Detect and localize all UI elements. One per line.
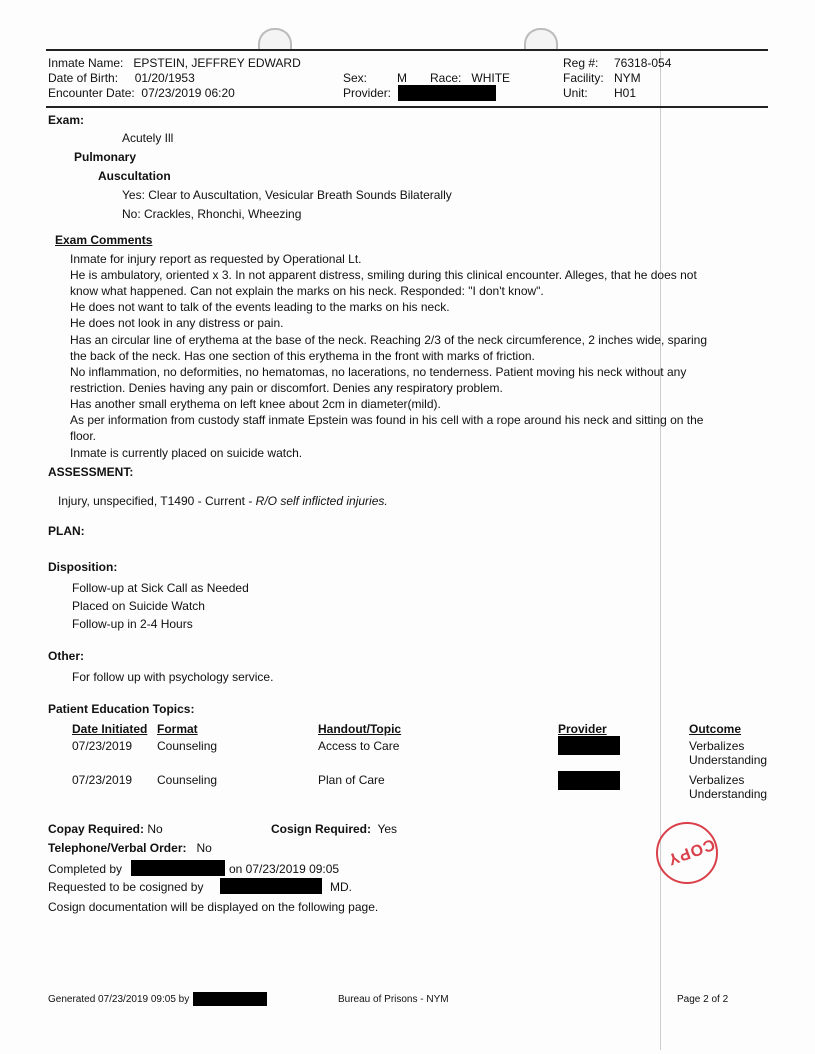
redaction-bar bbox=[558, 771, 620, 790]
exam-heading: Exam: bbox=[48, 113, 85, 127]
col-format: Format bbox=[157, 722, 198, 736]
disposition-item: Follow-up in 2-4 Hours bbox=[72, 617, 193, 631]
exam-comment-line: No inflammation, no deformities, no hematomas, no lacerations, no tenderness. Patient moving his neck without any bbox=[70, 365, 687, 379]
requested-cosign: Requested to be cosigned by bbox=[48, 880, 204, 894]
header-facility-label: Facility: bbox=[563, 71, 604, 85]
copy-stamp-text: COPY bbox=[664, 835, 717, 868]
assessment-heading: ASSESSMENT: bbox=[48, 465, 134, 479]
exam-comment-line: know what happened. Can not explain the marks on his neck. Responded: "I don't know". bbox=[70, 284, 544, 298]
telephone-order: Telephone/Verbal Order: No bbox=[48, 841, 212, 855]
header-dob: Date of Birth: 01/20/1953 bbox=[48, 71, 195, 85]
generated-by: Generated 07/23/2019 09:05 by bbox=[48, 994, 190, 1005]
exam-no-line: No: Crackles, Rhonchi, Wheezing bbox=[122, 207, 302, 221]
education-heading: Patient Education Topics: bbox=[48, 702, 195, 716]
other-heading: Other: bbox=[48, 649, 84, 663]
redaction-bar bbox=[558, 736, 620, 755]
fold-line bbox=[660, 50, 661, 1050]
exam-comment-line: Has another small erythema on left knee about 2cm in diameter(mild). bbox=[70, 397, 441, 411]
disposition-item: Follow-up at Sick Call as Needed bbox=[72, 581, 249, 595]
punch-hole-right bbox=[524, 28, 558, 50]
col-date: Date Initiated bbox=[72, 722, 148, 736]
header-unit-label: Unit: bbox=[563, 86, 588, 100]
header-top-rule bbox=[46, 49, 768, 51]
exam-comment-line: Inmate is currently placed on suicide watch. bbox=[70, 446, 303, 460]
disposition-heading: Disposition: bbox=[48, 560, 118, 574]
exam-comments-heading: Exam Comments bbox=[55, 233, 153, 247]
cosign-note: Cosign documentation will be displayed on the following page. bbox=[48, 900, 379, 914]
edu-date: 07/23/2019 bbox=[72, 739, 133, 753]
redaction-bar bbox=[193, 992, 267, 1006]
header-reg-label: Reg #: bbox=[563, 56, 599, 70]
header-inmate-name: Inmate Name: EPSTEIN, JEFFREY EDWARD bbox=[48, 56, 301, 70]
edu-outcome: Understanding bbox=[689, 753, 768, 767]
header-provider: Provider: bbox=[343, 86, 392, 100]
edu-topic: Access to Care bbox=[318, 739, 400, 753]
exam-comment-line: floor. bbox=[70, 429, 97, 443]
exam-comment-line: He does not look in any distress or pain. bbox=[70, 316, 284, 330]
header-facility-value: NYM bbox=[614, 71, 641, 85]
footer-bureau: Bureau of Prisons - NYM bbox=[338, 994, 449, 1005]
header-encounter: Encounter Date: 07/23/2019 06:20 bbox=[48, 86, 235, 100]
exam-comment-line: restriction. Denies having any pain or discomfort. Denies any respiratory problem. bbox=[70, 381, 503, 395]
redaction-bar bbox=[398, 85, 496, 101]
col-outcome: Outcome bbox=[689, 722, 742, 736]
exam-comment-line: He does not want to talk of the events leading to the marks on his neck. bbox=[70, 300, 450, 314]
col-topic: Handout/Topic bbox=[318, 722, 402, 736]
exam-comment-line: He is ambulatory, oriented x 3. In not apparent distress, smiling during this clinical encounter. Alleges, that he does not bbox=[70, 268, 697, 282]
edu-date: 07/23/2019 bbox=[72, 773, 133, 787]
edu-format: Counseling bbox=[157, 739, 218, 753]
exam-auscultation: Auscultation bbox=[98, 169, 171, 183]
exam-pulmonary: Pulmonary bbox=[74, 150, 137, 164]
header-sex-value: M bbox=[397, 71, 407, 85]
redaction-bar bbox=[131, 860, 225, 876]
edu-outcome: Understanding bbox=[689, 787, 768, 801]
completed-by: Completed by bbox=[48, 862, 123, 876]
copy-stamp bbox=[656, 822, 718, 884]
exam-general: Acutely Ill bbox=[122, 131, 174, 145]
exam-comment-line: Inmate for injury report as requested by Operational Lt. bbox=[70, 252, 362, 266]
col-provider: Provider bbox=[558, 722, 607, 736]
cosigner-md: MD. bbox=[330, 880, 352, 894]
header-race: Race: WHITE bbox=[430, 71, 511, 85]
plan-heading: PLAN: bbox=[48, 524, 85, 538]
edu-outcome: Verbalizes bbox=[689, 739, 745, 753]
punch-hole-left bbox=[258, 28, 292, 50]
edu-outcome: Verbalizes bbox=[689, 773, 745, 787]
exam-comment-line: As per information from custody staff inmate Epstein was found in his cell with a rope around his neck and sitting on the bbox=[70, 413, 704, 427]
copay-required: Copay Required: No bbox=[48, 822, 163, 836]
header-bottom-rule bbox=[46, 106, 768, 108]
header-unit-value: H01 bbox=[614, 86, 637, 100]
edu-topic: Plan of Care bbox=[318, 773, 385, 787]
header-sex: Sex: bbox=[343, 71, 368, 85]
header-reg-value: 76318-054 bbox=[614, 56, 672, 70]
edu-format: Counseling bbox=[157, 773, 218, 787]
redaction-bar bbox=[220, 878, 322, 894]
completed-on: on 07/23/2019 09:05 bbox=[229, 862, 340, 876]
other-text: For follow up with psychology service. bbox=[72, 670, 274, 684]
assessment-text: Injury, unspecified, T1490 - Current - R/O self inflicted injuries. bbox=[58, 494, 388, 508]
exam-yes-line: Yes: Clear to Auscultation, Vesicular Breath Sounds Bilaterally bbox=[122, 188, 452, 202]
disposition-item: Placed on Suicide Watch bbox=[72, 599, 205, 613]
exam-comment-line: the back of the neck. Has one section of this erythema in the front with marks of friction. bbox=[70, 349, 535, 363]
exam-comment-line: Has an circular line of erythema at the base of the neck. Reaching 2/3 of the neck circumference, 2 inches wide, sparing bbox=[70, 333, 708, 347]
page-number: Page 2 of 2 bbox=[677, 994, 729, 1005]
cosign-required: Cosign Required: Yes bbox=[271, 822, 398, 836]
